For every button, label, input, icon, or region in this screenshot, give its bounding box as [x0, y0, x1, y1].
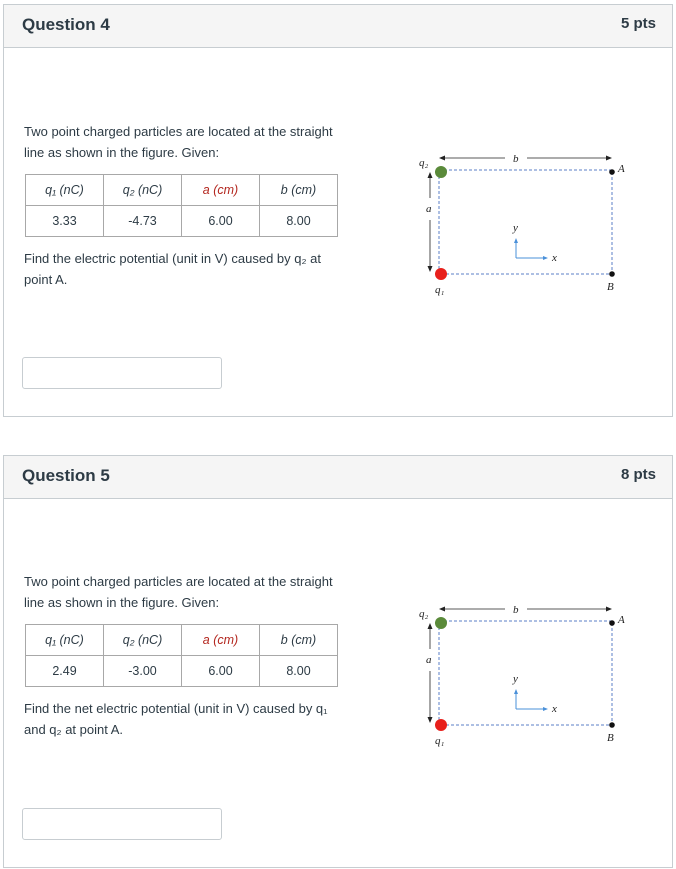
q1-label: q₁: [435, 735, 445, 747]
givens-table: [25, 174, 338, 237]
point-b-label: B: [607, 281, 614, 293]
table-cell: 8.00: [260, 656, 338, 687]
question-title: Question 4: [22, 15, 110, 34]
table-header-cell: b (cm): [260, 175, 338, 206]
charge-figure: [409, 599, 639, 759]
table-header-cell: a (cm): [182, 175, 260, 206]
q2-charge-dot: [435, 166, 447, 178]
answer-input[interactable]: [22, 808, 222, 840]
question-prompt: [24, 571, 384, 613]
table-header-cell: a (cm): [182, 625, 260, 656]
table-cell: 2.49: [26, 656, 104, 687]
table-header-cell: q₂ (nC): [104, 175, 182, 206]
question-points: 8 pts: [620, 466, 656, 483]
task-line: point A.: [24, 272, 68, 287]
table-cell: -3.00: [104, 656, 182, 687]
table-header-cell: b (cm): [260, 625, 338, 656]
b-label: b: [513, 604, 519, 616]
arrowhead-icon: [428, 717, 433, 723]
q1-label: q₁: [435, 284, 445, 296]
table-cell: -4.73: [104, 206, 182, 237]
arrowhead-icon: [606, 156, 612, 161]
answer-input[interactable]: [22, 357, 222, 389]
table-header-cell: q₁ (nC): [26, 625, 104, 656]
question-prompt: [24, 121, 384, 163]
q2-label: q₂: [419, 157, 429, 169]
question-header: [4, 5, 672, 48]
table-header-cell: q₂ (nC): [104, 625, 182, 656]
table-row: [26, 656, 338, 687]
point-a-label: A: [618, 614, 625, 626]
task-line: Find the net electric potential (unit in V) caused by q₁: [24, 701, 328, 716]
point-a-dot: [609, 620, 615, 626]
prompt-line: Two point charged particles are located at the straight: [24, 124, 333, 139]
x-axis-arrow-icon: [543, 707, 548, 711]
x-axis-label: x: [552, 703, 557, 715]
table-cell: 6.00: [182, 656, 260, 687]
task-line: and q₂ at point A.: [24, 722, 124, 737]
y-axis-arrow-icon: [514, 238, 518, 243]
point-b-label: B: [607, 732, 614, 744]
task-line: Find the electric potential (unit in V) caused by q₂ at: [24, 251, 321, 266]
y-axis-label: y: [513, 673, 518, 685]
table-cell: 3.33: [26, 206, 104, 237]
q2-charge-dot: [435, 617, 447, 629]
arrowhead-icon: [428, 172, 433, 178]
table-header-row: [26, 625, 338, 656]
prompt-line: Two point charged particles are located at the straight: [24, 574, 333, 589]
point-b-dot: [609, 271, 615, 277]
arrowhead-icon: [428, 623, 433, 629]
arrowhead-icon: [428, 266, 433, 272]
givens-table: [25, 624, 338, 687]
charge-figure: [409, 148, 639, 308]
table-row: [26, 206, 338, 237]
y-axis-label: y: [513, 222, 518, 234]
prompt-line: line as shown in the figure. Given:: [24, 595, 220, 610]
table-cell: 8.00: [260, 206, 338, 237]
y-axis-arrow-icon: [514, 689, 518, 694]
b-label: b: [513, 153, 519, 165]
q1-charge-dot: [435, 719, 447, 731]
question-points: 5 pts: [620, 15, 656, 32]
x-axis-label: x: [552, 252, 557, 264]
point-a-dot: [609, 169, 615, 175]
point-a-label: A: [618, 163, 625, 175]
question-task: [24, 698, 384, 740]
arrowhead-icon: [439, 156, 445, 161]
x-axis-arrow-icon: [543, 256, 548, 260]
a-label: a: [426, 654, 432, 666]
a-label: a: [426, 203, 432, 215]
question-title: Question 5: [22, 466, 110, 485]
question-5: [3, 455, 673, 868]
q2-label: q₂: [419, 608, 429, 620]
arrowhead-icon: [606, 607, 612, 612]
question-header: [4, 456, 672, 499]
table-cell: 6.00: [182, 206, 260, 237]
question-4: [3, 4, 673, 417]
point-b-dot: [609, 722, 615, 728]
table-header-row: [26, 175, 338, 206]
question-task: [24, 248, 384, 290]
q1-charge-dot: [435, 268, 447, 280]
arrowhead-icon: [439, 607, 445, 612]
prompt-line: line as shown in the figure. Given:: [24, 145, 220, 160]
table-header-cell: q₁ (nC): [26, 175, 104, 206]
